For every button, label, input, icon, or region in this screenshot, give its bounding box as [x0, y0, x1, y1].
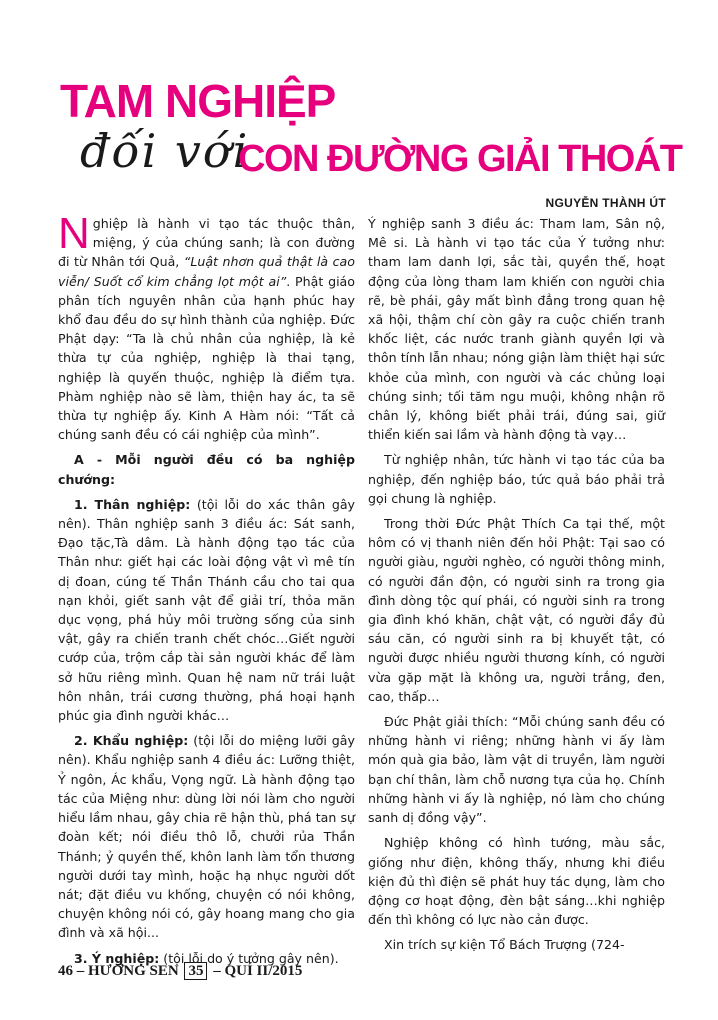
footer-dash-1: – — [76, 963, 85, 979]
page-number: 46 — [58, 963, 73, 979]
footer-dash-2: – — [213, 963, 221, 979]
paragraph-khau-nghiep — [58, 731, 355, 942]
paragraph-nghiep-nhan: Từ nghiệp nhân, tức hành vi tạo tác của ba nghiệp, đến nghiệp báo, tức quả báo phải trả gọi chung là nghiệp. — [368, 452, 665, 506]
title-line-1: TAM NGHIỆP — [60, 75, 336, 127]
paragraph-phat-giai-thich: Đức Phật giải thích: “Mỗi chúng sanh đều có những hành vi riêng; những hành vi ấy làm món quà gia bảo, làm vật di truyền, làm người bạn chí thân, làm chỗ nương tựa của họ. Chính những hành vi ấy là nghiệp, nó làm cho chúng sanh dị đồng vậy”. — [368, 714, 665, 826]
right-column — [368, 214, 665, 961]
drop-cap: N — [58, 209, 90, 258]
magazine-name: HƯƠNG SEN — [88, 963, 179, 979]
paragraph-bach-truong: Xin trích sự kiện Tổ Bách Trượng (724- — [384, 937, 625, 953]
text-y-nghiep: (tội lỗi do ý tưởng gây nên). — [159, 950, 339, 966]
label-than-nghiep: 1. Thân nghiệp: — [74, 496, 191, 512]
issue-number: 35 — [184, 962, 207, 980]
paragraph-than-nghiep — [58, 495, 355, 725]
paragraph-y-nghiep-cont: Ý nghiệp sanh 3 điều ác: Tham lam, Sân nộ, Mê si. Là hành vi tạo tác của Ý tưởng như: tham lam danh lợi, sắc tài, quyền thế, hoạt động của lòng tham lam khiến con người chia rẽ, bè phái, gây mất bình đẳng trong quan hệ xã hội, thậm chí còn gây ra cuộc chiến tranh khốc liệt, các nước tranh giành quyền lợi và thôn tính lẫn nhau; nóng giận làm thiệt hại sức khỏe của mình, con người và các chủng loại chúng sinh; tối tăm ngu muội, không nhận rõ chân lý, không biết phải trái, đúng sai, giữ thiển kiến sai lầm và hành động tà vạy… — [368, 216, 665, 443]
title-line-2: CON ĐƯỜNG GIẢI THOÁT — [238, 138, 682, 180]
author-name: NGUYỄN THÀNH ÚT — [545, 196, 666, 210]
left-column — [58, 209, 355, 974]
label-khau-nghiep: 2. Khẩu nghiệp: — [74, 733, 189, 749]
paragraph-thanh-nien: Trong thời Đức Phật Thích Ca tại thế, một hôm có vị thanh niên đến hỏi Phật: Tại sao có người giàu, người nghèo, có người thông minh, có người đần độn, có người sinh ra trong gia đình dòng tộc quí phái, có người sinh ra trong gia đình khó khăn, chật vật, có người đầy đủ sáu căn, có người sinh ra bị khuyết tật, có người được nhiều người thương kính, có người vừa gặp mặt là không ưa, người trắng, đen, cao, thấp… — [368, 516, 665, 704]
text-khau-nghiep: (tội lỗi do miệng lưỡi gây nên). Khẩu nghiệp sanh 4 điều ác: Lưỡng thiệt, Ỷ ngôn, Ác khẩu, Vọng ngữ. Là hành động tạo tác của Miệng như: dùng lời nói làm cho người hiểu lầm nhau, gây chia rẽ hận thù, phá tan sự đoàn kết; nói điều thô lỗ, chưởi rủa Thần Thánh; ỷ quyền thế, khôn lanh làm tổn thương người dưới tay mình, hoặc hạ nhục người dốt nát; đặt điều vu khống, chuyện có nói không, chuyện không nói có, gây hoang mang cho gia đình và xã hội... — [58, 733, 355, 941]
paragraph-nghiep-dien: Nghiệp không có hình tướng, màu sắc, giống như điện, không thấy, nhưng khi điều kiện đủ thì điện sẽ phát huy tác dụng, làm cho động cơ hoạt động, đèn bật sáng…khi nghiệp đến thì không có lực nào cản được. — [368, 835, 665, 928]
page-footer — [58, 962, 302, 980]
intro-quote: “Luật nhơn quả thật là cao viễn/ Suốt cổ kim chẳng lọt một ai” — [58, 254, 355, 289]
issue-date: QUÍ II/2015 — [224, 963, 303, 979]
text-than-nghiep: (tội lỗi do xác thân gây nên). Thân nghiệp sanh 3 điều ác: Sát sanh, Đạo tặc,Tà dâm. Là hành động tạo tác của Thân như: giết hại các loài động vật vì mê tín dị đoan, cúng tế Thần Thánh cầu cho tai qua nạn khỏi, giết sanh vật để giải trí, thỏa mãn dục vọng, phá hủy môi trường sống của sinh vật, gây ra chiến tranh chết chóc…Giết người cướp của, trộm cắp tài sản người khác để làm sở hữu riêng mình. Quan hệ nam nữ trái luật hôn nhân, trái cương thường, phá hoại hạnh phúc gia đình người khác… — [58, 496, 355, 724]
intro-text-start: ghiệp là hành vi tạo tác thuộc thân, miệng, ý của chúng sanh; là con đường đi từ Nhân tới Quả, — [58, 216, 355, 270]
title-script: đối với — [80, 124, 250, 178]
section-heading: A - Mỗi người đều có ba nghiệp chướng: — [58, 452, 355, 487]
intro-paragraph — [58, 209, 355, 444]
label-y-nghiep: 3. Ý nghiệp: — [74, 950, 160, 966]
intro-text-end: . Phật giáo phân tích nguyên nhân của hạnh phúc hay khổ đau đều do sự hình thành của nghiệp. Đức Phật dạy: “Ta là chủ nhân của nghiệp, là kẻ thừa tự của nghiệp, nghiệp là thai tạng, nghiệp là quyến thuộc, nghiệp là điểm tựa. Phàm nghiệp nào sẽ làm, thiện hay ác, ta sẽ thừa tự nghiệp ấy. Kinh A Hàm nói: “Tất cả chúng sanh đều có cái nghiệp của mình”. — [58, 273, 355, 443]
